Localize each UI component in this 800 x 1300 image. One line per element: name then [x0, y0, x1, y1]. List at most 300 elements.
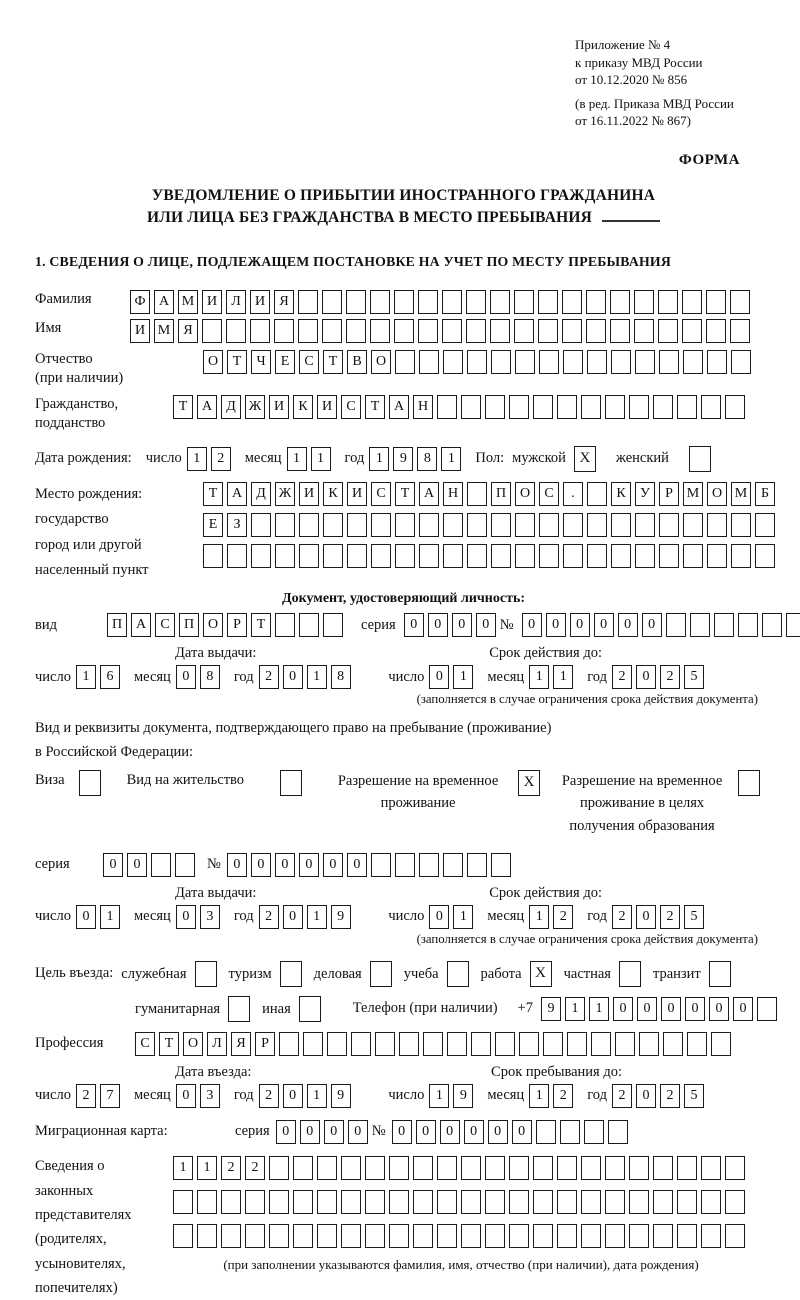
form-cell[interactable]: .	[563, 482, 583, 506]
form-cell[interactable]: 0	[512, 1120, 532, 1144]
form-checkbox-cell[interactable]	[280, 770, 302, 796]
form-cell[interactable]	[419, 544, 439, 568]
form-cell[interactable]	[490, 319, 510, 343]
form-cell[interactable]: 0	[103, 853, 123, 877]
form-cell[interactable]	[738, 613, 758, 637]
form-cell[interactable]: 0	[176, 905, 196, 929]
form-cell[interactable]	[706, 319, 726, 343]
form-cell[interactable]: И	[202, 290, 222, 314]
form-cell[interactable]: 9	[331, 905, 351, 929]
form-cell[interactable]	[653, 395, 673, 419]
form-cell[interactable]	[615, 1032, 635, 1056]
form-cell[interactable]	[707, 513, 727, 537]
form-cell[interactable]	[533, 395, 553, 419]
form-cell[interactable]	[227, 544, 247, 568]
form-cell[interactable]: 2	[221, 1156, 241, 1180]
form-cell[interactable]	[442, 319, 462, 343]
form-cell[interactable]: Т	[173, 395, 193, 419]
form-cell[interactable]	[495, 1032, 515, 1056]
form-cell[interactable]: 0	[661, 997, 681, 1021]
form-cell[interactable]: 0	[276, 1120, 296, 1144]
form-cell[interactable]	[557, 1224, 577, 1248]
form-cell[interactable]: 1	[197, 1156, 217, 1180]
form-cell[interactable]: 5	[684, 665, 704, 689]
form-cell[interactable]	[757, 997, 777, 1021]
form-cell[interactable]	[533, 1156, 553, 1180]
form-cell[interactable]	[202, 319, 222, 343]
form-cell[interactable]	[491, 853, 511, 877]
form-cell[interactable]: 0	[416, 1120, 436, 1144]
form-cell[interactable]: 0	[227, 853, 247, 877]
form-cell[interactable]	[491, 513, 511, 537]
form-cell[interactable]	[485, 1156, 505, 1180]
form-cell[interactable]	[293, 1156, 313, 1180]
form-cell[interactable]: С	[155, 613, 175, 637]
form-cell[interactable]	[730, 319, 750, 343]
form-cell[interactable]	[683, 350, 703, 374]
form-cell[interactable]	[707, 350, 727, 374]
form-cell[interactable]	[587, 513, 607, 537]
form-cell[interactable]: 0	[570, 613, 590, 637]
form-cell[interactable]: С	[135, 1032, 155, 1056]
form-cell[interactable]: Т	[365, 395, 385, 419]
form-cell[interactable]: 2	[245, 1156, 265, 1180]
form-cell[interactable]	[629, 1224, 649, 1248]
form-checkbox-cell[interactable]	[738, 770, 760, 796]
form-cell[interactable]	[467, 513, 487, 537]
form-cell[interactable]	[690, 613, 710, 637]
form-cell[interactable]	[461, 1224, 481, 1248]
form-cell[interactable]	[509, 395, 529, 419]
form-cell[interactable]	[581, 395, 601, 419]
form-cell[interactable]	[635, 513, 655, 537]
form-cell[interactable]	[327, 1032, 347, 1056]
form-cell[interactable]: А	[389, 395, 409, 419]
form-cell[interactable]	[346, 319, 366, 343]
form-cell[interactable]	[605, 1224, 625, 1248]
form-cell[interactable]	[418, 319, 438, 343]
form-cell[interactable]	[666, 613, 686, 637]
form-cell[interactable]	[490, 290, 510, 314]
form-cell[interactable]	[587, 350, 607, 374]
form-cell[interactable]: 0	[283, 1084, 303, 1108]
form-cell[interactable]: 1	[553, 665, 573, 689]
form-cell[interactable]: 0	[546, 613, 566, 637]
form-checkbox-cell[interactable]	[447, 961, 469, 987]
form-cell[interactable]	[659, 350, 679, 374]
form-cell[interactable]: 2	[259, 665, 279, 689]
form-cell[interactable]	[591, 1032, 611, 1056]
form-cell[interactable]	[245, 1224, 265, 1248]
form-cell[interactable]	[323, 513, 343, 537]
form-cell[interactable]: 1	[307, 665, 327, 689]
form-cell[interactable]	[389, 1156, 409, 1180]
form-checkbox-cell[interactable]	[689, 446, 711, 472]
form-cell[interactable]: А	[419, 482, 439, 506]
form-cell[interactable]	[443, 544, 463, 568]
form-cell[interactable]	[563, 544, 583, 568]
form-cell[interactable]: 0	[733, 997, 753, 1021]
form-cell[interactable]	[151, 853, 171, 877]
form-cell[interactable]: 1	[441, 447, 461, 471]
form-cell[interactable]	[323, 544, 343, 568]
form-cell[interactable]	[677, 395, 697, 419]
form-cell[interactable]: 0	[637, 997, 657, 1021]
form-cell[interactable]	[725, 1224, 745, 1248]
form-cell[interactable]	[519, 1032, 539, 1056]
form-cell[interactable]: Н	[443, 482, 463, 506]
form-cell[interactable]: 0	[299, 853, 319, 877]
form-cell[interactable]: О	[371, 350, 391, 374]
form-cell[interactable]: 0	[618, 613, 638, 637]
form-cell[interactable]	[557, 1190, 577, 1214]
form-cell[interactable]: 1	[565, 997, 585, 1021]
form-cell[interactable]	[653, 1156, 673, 1180]
form-cell[interactable]	[371, 853, 391, 877]
form-cell[interactable]	[659, 513, 679, 537]
form-cell[interactable]: С	[539, 482, 559, 506]
form-cell[interactable]	[515, 350, 535, 374]
form-cell[interactable]: 2	[612, 665, 632, 689]
form-cell[interactable]: 2	[553, 905, 573, 929]
form-cell[interactable]	[245, 1190, 265, 1214]
form-cell[interactable]: 0	[685, 997, 705, 1021]
form-cell[interactable]	[605, 395, 625, 419]
form-cell[interactable]	[533, 1224, 553, 1248]
form-cell[interactable]	[635, 350, 655, 374]
form-cell[interactable]	[677, 1190, 697, 1214]
form-cell[interactable]	[447, 1032, 467, 1056]
form-cell[interactable]: 0	[127, 853, 147, 877]
form-cell[interactable]	[581, 1224, 601, 1248]
form-cell[interactable]: Л	[207, 1032, 227, 1056]
form-checkbox-cell[interactable]: X	[530, 961, 552, 987]
form-cell[interactable]	[659, 544, 679, 568]
form-cell[interactable]: 0	[709, 997, 729, 1021]
form-cell[interactable]	[461, 395, 481, 419]
form-cell[interactable]	[221, 1190, 241, 1214]
form-cell[interactable]: 1	[173, 1156, 193, 1180]
form-cell[interactable]: Е	[275, 350, 295, 374]
form-cell[interactable]	[299, 613, 319, 637]
form-cell[interactable]: 2	[660, 905, 680, 929]
form-cell[interactable]: Р	[659, 482, 679, 506]
form-cell[interactable]: Д	[221, 395, 241, 419]
form-cell[interactable]: 2	[211, 447, 231, 471]
form-cell[interactable]: С	[341, 395, 361, 419]
form-cell[interactable]: 0	[392, 1120, 412, 1144]
form-cell[interactable]	[610, 290, 630, 314]
form-cell[interactable]: Р	[227, 613, 247, 637]
form-cell[interactable]: Я	[274, 290, 294, 314]
form-cell[interactable]: 1	[429, 1084, 449, 1108]
form-cell[interactable]: 2	[612, 905, 632, 929]
form-cell[interactable]	[365, 1224, 385, 1248]
form-cell[interactable]: 3	[200, 905, 220, 929]
form-cell[interactable]	[317, 1156, 337, 1180]
form-cell[interactable]	[629, 1190, 649, 1214]
form-cell[interactable]: 0	[76, 905, 96, 929]
form-cell[interactable]	[543, 1032, 563, 1056]
form-cell[interactable]: 0	[429, 905, 449, 929]
form-cell[interactable]	[755, 513, 775, 537]
form-cell[interactable]	[173, 1190, 193, 1214]
form-cell[interactable]: 1	[100, 905, 120, 929]
form-cell[interactable]: Ч	[251, 350, 271, 374]
form-cell[interactable]	[485, 395, 505, 419]
form-cell[interactable]	[560, 1120, 580, 1144]
form-cell[interactable]	[413, 1190, 433, 1214]
form-cell[interactable]	[466, 319, 486, 343]
form-cell[interactable]: П	[107, 613, 127, 637]
form-cell[interactable]	[203, 544, 223, 568]
form-cell[interactable]: 2	[76, 1084, 96, 1108]
form-cell[interactable]: И	[250, 290, 270, 314]
form-cell[interactable]	[275, 544, 295, 568]
form-cell[interactable]: Я	[231, 1032, 251, 1056]
form-cell[interactable]	[610, 319, 630, 343]
form-cell[interactable]	[538, 290, 558, 314]
form-cell[interactable]: 0	[636, 1084, 656, 1108]
form-cell[interactable]	[611, 544, 631, 568]
form-cell[interactable]	[251, 513, 271, 537]
form-cell[interactable]	[701, 395, 721, 419]
form-cell[interactable]	[437, 395, 457, 419]
form-cell[interactable]	[221, 1224, 241, 1248]
form-cell[interactable]: 0	[348, 1120, 368, 1144]
form-checkbox-cell[interactable]: X	[574, 446, 596, 472]
form-cell[interactable]	[467, 853, 487, 877]
form-cell[interactable]	[395, 513, 415, 537]
form-cell[interactable]: 1	[529, 1084, 549, 1108]
form-cell[interactable]	[581, 1156, 601, 1180]
form-cell[interactable]	[466, 290, 486, 314]
form-cell[interactable]	[293, 1224, 313, 1248]
form-cell[interactable]: А	[227, 482, 247, 506]
form-cell[interactable]: 0	[440, 1120, 460, 1144]
form-cell[interactable]	[563, 513, 583, 537]
form-cell[interactable]	[467, 350, 487, 374]
form-cell[interactable]	[370, 319, 390, 343]
form-cell[interactable]	[317, 1224, 337, 1248]
form-cell[interactable]: 0	[283, 665, 303, 689]
form-cell[interactable]	[418, 290, 438, 314]
form-cell[interactable]	[687, 1032, 707, 1056]
form-cell[interactable]	[629, 1156, 649, 1180]
form-cell[interactable]	[514, 319, 534, 343]
form-cell[interactable]	[365, 1190, 385, 1214]
form-cell[interactable]	[173, 1224, 193, 1248]
form-cell[interactable]	[725, 395, 745, 419]
form-cell[interactable]: О	[203, 350, 223, 374]
form-cell[interactable]	[677, 1156, 697, 1180]
form-cell[interactable]: 2	[259, 905, 279, 929]
form-cell[interactable]: 1	[529, 905, 549, 929]
form-cell[interactable]: 0	[404, 613, 424, 637]
form-cell[interactable]	[605, 1156, 625, 1180]
form-cell[interactable]	[515, 544, 535, 568]
form-cell[interactable]	[275, 513, 295, 537]
form-cell[interactable]: 2	[612, 1084, 632, 1108]
form-cell[interactable]	[611, 350, 631, 374]
form-cell[interactable]: И	[130, 319, 150, 343]
form-cell[interactable]	[347, 513, 367, 537]
form-cell[interactable]: 0	[636, 665, 656, 689]
form-cell[interactable]: У	[635, 482, 655, 506]
form-cell[interactable]	[701, 1190, 721, 1214]
form-cell[interactable]	[399, 1032, 419, 1056]
form-cell[interactable]	[611, 513, 631, 537]
form-cell[interactable]	[471, 1032, 491, 1056]
form-cell[interactable]	[279, 1032, 299, 1056]
form-cell[interactable]: 1	[307, 1084, 327, 1108]
form-cell[interactable]	[442, 290, 462, 314]
form-cell[interactable]	[634, 290, 654, 314]
form-cell[interactable]	[298, 319, 318, 343]
form-cell[interactable]	[346, 290, 366, 314]
form-cell[interactable]: 1	[287, 447, 307, 471]
form-cell[interactable]	[323, 613, 343, 637]
form-cell[interactable]: 9	[453, 1084, 473, 1108]
form-cell[interactable]	[567, 1032, 587, 1056]
form-cell[interactable]: 0	[488, 1120, 508, 1144]
form-cell[interactable]: З	[227, 513, 247, 537]
form-cell[interactable]: 1	[187, 447, 207, 471]
form-checkbox-cell[interactable]	[370, 961, 392, 987]
form-cell[interactable]: Д	[251, 482, 271, 506]
form-cell[interactable]	[701, 1156, 721, 1180]
form-cell[interactable]	[682, 290, 702, 314]
form-cell[interactable]	[762, 613, 782, 637]
form-cell[interactable]: А	[154, 290, 174, 314]
form-cell[interactable]	[639, 1032, 659, 1056]
form-cell[interactable]: 9	[331, 1084, 351, 1108]
form-cell[interactable]: 0	[464, 1120, 484, 1144]
form-cell[interactable]: Н	[413, 395, 433, 419]
form-cell[interactable]	[653, 1224, 673, 1248]
form-cell[interactable]	[536, 1120, 556, 1144]
form-cell[interactable]	[563, 350, 583, 374]
form-cell[interactable]	[539, 350, 559, 374]
form-cell[interactable]	[269, 1224, 289, 1248]
form-cell[interactable]: Т	[203, 482, 223, 506]
form-cell[interactable]	[395, 853, 415, 877]
form-cell[interactable]: И	[317, 395, 337, 419]
form-cell[interactable]	[629, 395, 649, 419]
form-cell[interactable]	[413, 1156, 433, 1180]
form-cell[interactable]: И	[299, 482, 319, 506]
form-cell[interactable]	[711, 1032, 731, 1056]
form-checkbox-cell[interactable]	[709, 961, 731, 987]
form-cell[interactable]	[347, 544, 367, 568]
form-cell[interactable]: В	[347, 350, 367, 374]
form-cell[interactable]	[299, 544, 319, 568]
form-cell[interactable]	[423, 1032, 443, 1056]
form-cell[interactable]	[419, 350, 439, 374]
form-cell[interactable]	[322, 290, 342, 314]
form-cell[interactable]	[533, 1190, 553, 1214]
form-cell[interactable]	[491, 544, 511, 568]
form-cell[interactable]	[683, 544, 703, 568]
form-cell[interactable]: 0	[452, 613, 472, 637]
form-cell[interactable]: 1	[453, 905, 473, 929]
form-cell[interactable]: Б	[755, 482, 775, 506]
form-cell[interactable]	[413, 1224, 433, 1248]
form-cell[interactable]: 0	[300, 1120, 320, 1144]
form-cell[interactable]: О	[707, 482, 727, 506]
form-cell[interactable]	[269, 1190, 289, 1214]
form-cell[interactable]: 0	[347, 853, 367, 877]
form-cell[interactable]: 2	[259, 1084, 279, 1108]
form-cell[interactable]	[731, 544, 751, 568]
form-cell[interactable]	[437, 1224, 457, 1248]
form-cell[interactable]	[562, 290, 582, 314]
form-cell[interactable]	[275, 613, 295, 637]
form-cell[interactable]: 8	[200, 665, 220, 689]
form-cell[interactable]	[635, 544, 655, 568]
form-cell[interactable]	[714, 613, 734, 637]
form-checkbox-cell[interactable]	[280, 961, 302, 987]
form-cell[interactable]	[539, 513, 559, 537]
form-cell[interactable]	[677, 1224, 697, 1248]
form-cell[interactable]	[299, 513, 319, 537]
form-cell[interactable]: Т	[323, 350, 343, 374]
form-cell[interactable]	[443, 350, 463, 374]
form-cell[interactable]	[538, 319, 558, 343]
form-cell[interactable]	[491, 350, 511, 374]
form-cell[interactable]: 6	[100, 665, 120, 689]
form-cell[interactable]	[725, 1156, 745, 1180]
form-cell[interactable]: 2	[660, 665, 680, 689]
form-cell[interactable]: 0	[636, 905, 656, 929]
form-cell[interactable]: М	[731, 482, 751, 506]
form-cell[interactable]	[389, 1190, 409, 1214]
form-cell[interactable]	[322, 319, 342, 343]
form-cell[interactable]: А	[131, 613, 151, 637]
form-cell[interactable]: 0	[429, 665, 449, 689]
form-cell[interactable]	[365, 1156, 385, 1180]
form-cell[interactable]: 0	[522, 613, 542, 637]
form-cell[interactable]: О	[515, 482, 535, 506]
form-cell[interactable]: М	[178, 290, 198, 314]
form-cell[interactable]	[562, 319, 582, 343]
form-cell[interactable]: Ф	[130, 290, 150, 314]
form-checkbox-cell[interactable]: X	[518, 770, 540, 796]
form-cell[interactable]: 0	[283, 905, 303, 929]
form-cell[interactable]	[706, 290, 726, 314]
form-cell[interactable]	[658, 319, 678, 343]
form-cell[interactable]	[394, 319, 414, 343]
form-cell[interactable]	[303, 1032, 323, 1056]
form-cell[interactable]	[682, 319, 702, 343]
form-cell[interactable]	[731, 350, 751, 374]
form-cell[interactable]	[370, 290, 390, 314]
form-cell[interactable]: Р	[255, 1032, 275, 1056]
form-cell[interactable]: 0	[476, 613, 496, 637]
form-cell[interactable]: Л	[226, 290, 246, 314]
form-cell[interactable]	[317, 1190, 337, 1214]
form-cell[interactable]: 0	[613, 997, 633, 1021]
form-cell[interactable]	[395, 544, 415, 568]
form-cell[interactable]	[226, 319, 246, 343]
form-cell[interactable]	[514, 290, 534, 314]
form-cell[interactable]	[587, 544, 607, 568]
form-cell[interactable]	[269, 1156, 289, 1180]
form-cell[interactable]: 9	[541, 997, 561, 1021]
form-cell[interactable]: 0	[428, 613, 448, 637]
form-cell[interactable]	[539, 544, 559, 568]
form-cell[interactable]: Т	[159, 1032, 179, 1056]
